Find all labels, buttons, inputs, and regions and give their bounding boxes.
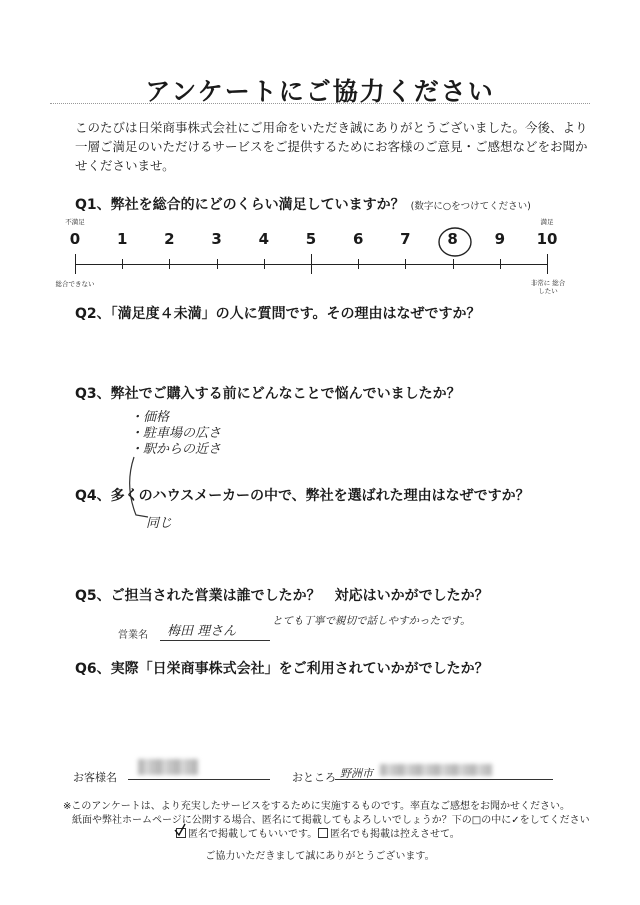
customer-name-label: お客様名 <box>73 771 117 784</box>
intro-text: このたびは日栄商事株式会社にご用命をいただき誠にありがとうございました。今後、より一層ご満足のいただけるサービスをご提供するためにお客様のご意見・ご感想などをお聞かせくださいませ。 <box>75 120 588 173</box>
scale-right-bottom-label: 非常に 総合したい <box>530 279 566 295</box>
option-anonymous-decline-label: 匿名でも掲載は控えさせて。 <box>330 829 460 840</box>
scale-tick <box>500 259 501 269</box>
question-1-text: Q1、弊社を総合的にどのくらい満足していますか？ <box>75 197 405 213</box>
survey-title: アンケートにご協力ください <box>145 77 495 106</box>
scale-number-9[interactable]: 9 <box>494 230 506 248</box>
scale-left-top-label: 不満足 <box>65 218 85 226</box>
option-anonymous-decline[interactable] <box>318 828 460 842</box>
scale-tick <box>264 259 265 269</box>
scale-tick <box>169 259 170 269</box>
answer-parking: ・駐車場の広さ <box>130 426 222 441</box>
scale-tick <box>311 254 312 274</box>
option-anonymous-ok[interactable] <box>176 828 317 842</box>
scale-number-10[interactable]: 10 <box>536 230 558 248</box>
question-5: Q5、ご担当された営業は誰でしたか？ 対応はいかがでしたか？ <box>75 588 489 604</box>
scale-number-1[interactable]: 1 <box>116 230 128 248</box>
scale-number-0[interactable]: 0 <box>69 230 81 248</box>
scale-number-3[interactable]: 3 <box>211 230 222 248</box>
scale-right-top-label: 満足 <box>540 218 554 226</box>
footer-note-2: 紙面や弊社ホームページに公開する場合、匿名にて掲載してもよろしいでしょうか？下の□の中に✓をしてください <box>72 815 590 826</box>
answer-station: ・駅からの近さ <box>130 442 222 457</box>
staff-name: 梅田 理さん <box>167 624 237 639</box>
scale-tick <box>547 254 548 274</box>
question-4: Q4、多くのハウスメーカーの中で、弊社を選ばれた理由はなぜですか？ <box>75 488 530 504</box>
selected-circle <box>436 224 474 260</box>
scale-number-8[interactable]: 8 <box>447 230 458 248</box>
scale-tick <box>358 259 359 269</box>
address-underline <box>335 779 553 780</box>
option-anonymous-decline-checkbox[interactable] <box>318 828 328 838</box>
footer-note-1: ※このアンケートは、より充実したサービスをするために実施するものです。率直なご感想をお聞かせください。 <box>63 801 570 812</box>
satisfaction-scale <box>0 0 640 300</box>
customer-name-redacted <box>138 759 198 775</box>
question-3: Q3、弊社でご購入する前にどんなことで悩んでいましたか？ <box>75 386 461 402</box>
question-4-answer: 同じ <box>146 516 173 531</box>
address-value: 野洲市 <box>340 767 373 780</box>
address-redacted <box>380 764 492 776</box>
thanks-text: ご協力いただきまして誠にありがとうございます。 <box>205 851 435 862</box>
check-mark-icon <box>173 822 187 838</box>
scale-tick <box>75 254 76 274</box>
question-1-note: (数字に○をつけてください) <box>410 201 531 212</box>
question-3-answers <box>130 410 221 458</box>
address-label: おところ <box>292 771 336 784</box>
scale-number-4[interactable]: 4 <box>258 230 270 248</box>
scale-number-7[interactable]: 7 <box>400 230 411 248</box>
scale-left-bottom-label: 総合できない <box>55 280 95 288</box>
option-anonymous-ok-label: 匿名で掲載してもいいです。 <box>188 829 318 840</box>
staff-comment: とても丁寧で親切で話しやすかったです。 <box>272 615 471 627</box>
scale-tick <box>122 259 123 269</box>
staff-underline <box>160 640 270 641</box>
scale-number-6[interactable]: 6 <box>352 230 364 248</box>
question-6: Q6、実際「日栄商事株式会社」をご利用されていかがでしたか？ <box>75 661 489 677</box>
scale-tick <box>453 259 454 269</box>
customer-name-underline <box>128 779 270 780</box>
scale-number-5[interactable]: 5 <box>305 230 317 248</box>
scale-tick <box>217 259 218 269</box>
question-2: Q2、「満足度４未満」の人に質問です。その理由はなぜですか？ <box>75 306 481 322</box>
scale-tick <box>405 259 406 269</box>
staff-label: 営業名 <box>118 630 148 641</box>
scale-number-2[interactable]: 2 <box>164 230 175 248</box>
answer-price: ・価格 <box>130 410 170 425</box>
